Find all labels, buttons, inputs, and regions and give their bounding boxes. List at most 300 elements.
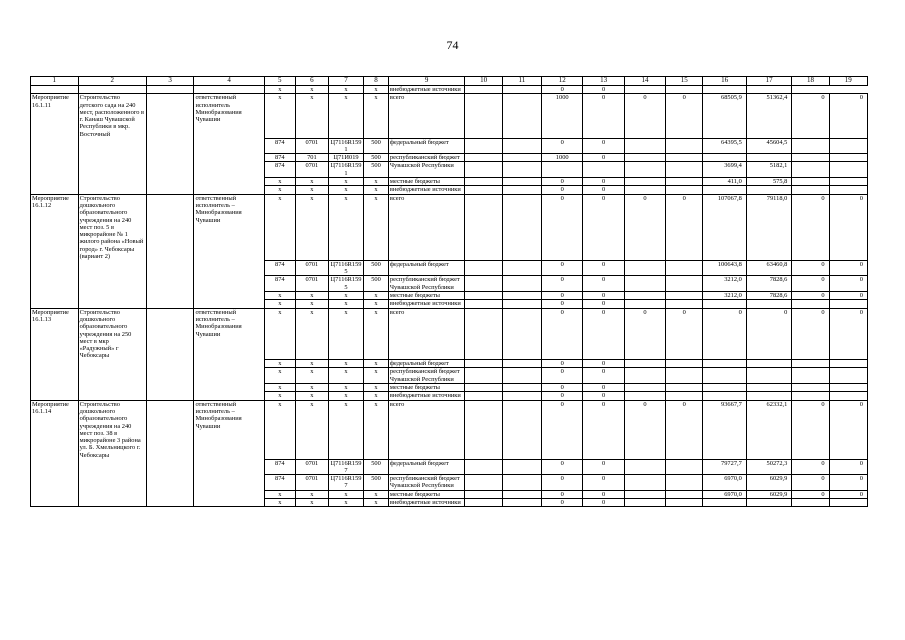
value-cell: 0701 — [295, 138, 328, 154]
source-cell: внебюджетные источники — [388, 86, 465, 94]
table-row — [31, 360, 868, 368]
value-cell — [829, 162, 867, 178]
column-number-2: 2 — [78, 77, 146, 86]
merged-cell — [146, 360, 194, 368]
event-number-cell: Мероприятие 16.1.13 — [31, 308, 79, 360]
value-cell: x — [328, 94, 363, 138]
value-cell — [703, 186, 746, 194]
value-cell: 0 — [792, 260, 829, 276]
value-cell: x — [364, 384, 389, 392]
value-cell: 0 — [583, 308, 624, 360]
merged-cell — [78, 162, 146, 178]
source-cell: местные бюджеты — [388, 384, 465, 392]
value-cell — [792, 384, 829, 392]
merged-cell — [78, 392, 146, 400]
value-cell: 0 — [583, 490, 624, 498]
value-cell — [583, 162, 624, 178]
value-cell: 0 — [542, 368, 583, 384]
value-cell: x — [264, 94, 295, 138]
merged-cell — [146, 276, 194, 292]
value-cell: Ц7116R1595 — [328, 276, 363, 292]
value-cell — [829, 392, 867, 400]
value-cell: 500 — [364, 475, 389, 491]
source-cell: местные бюджеты — [388, 178, 465, 186]
source-cell: внебюджетные источники — [388, 300, 465, 308]
value-cell: 0 — [792, 459, 829, 475]
value-cell: 0 — [792, 94, 829, 138]
value-cell — [624, 360, 665, 368]
value-cell — [666, 368, 703, 384]
value-cell: 0 — [624, 94, 665, 138]
value-cell — [624, 459, 665, 475]
value-cell: x — [264, 490, 295, 498]
value-cell: 79727,7 — [703, 459, 746, 475]
empty-cell — [146, 94, 194, 138]
table-row — [31, 308, 868, 360]
value-cell: 0 — [542, 178, 583, 186]
value-cell: x — [295, 360, 328, 368]
value-cell — [792, 499, 829, 507]
merged-cell — [78, 300, 146, 308]
column-number-7: 7 — [328, 77, 363, 86]
value-cell — [465, 162, 502, 178]
merged-cell — [194, 499, 264, 507]
value-cell: 0 — [666, 94, 703, 138]
value-cell: 874 — [264, 459, 295, 475]
value-cell — [666, 162, 703, 178]
merged-cell — [146, 475, 194, 491]
source-cell: федеральный бюджет — [388, 360, 465, 368]
value-cell: x — [295, 499, 328, 507]
value-cell: 1000 — [542, 154, 583, 162]
merged-cell — [31, 292, 79, 300]
value-cell: 0 — [583, 392, 624, 400]
source-cell: внебюджетные источники — [388, 499, 465, 507]
merged-cell — [78, 276, 146, 292]
source-cell: республиканский бюджет Чувашской Республики — [388, 475, 465, 491]
value-cell: 874 — [264, 162, 295, 178]
value-cell — [666, 360, 703, 368]
value-cell: 0 — [829, 490, 867, 498]
merged-cell — [194, 186, 264, 194]
value-cell: x — [264, 300, 295, 308]
value-cell — [465, 368, 502, 384]
table-row — [31, 138, 868, 154]
value-cell: 0 — [792, 292, 829, 300]
table-row — [31, 154, 868, 162]
merged-cell — [31, 154, 79, 162]
value-cell — [624, 490, 665, 498]
value-cell: x — [364, 360, 389, 368]
value-cell: 0 — [666, 308, 703, 360]
merged-cell — [146, 138, 194, 154]
value-cell: 500 — [364, 138, 389, 154]
value-cell — [624, 300, 665, 308]
value-cell — [624, 260, 665, 276]
merged-cell — [146, 392, 194, 400]
value-cell — [502, 300, 541, 308]
value-cell: 0 — [829, 94, 867, 138]
value-cell — [465, 186, 502, 194]
value-cell: 0 — [542, 384, 583, 392]
event-number-cell: Мероприятие 16.1.11 — [31, 94, 79, 138]
value-cell — [624, 475, 665, 491]
value-cell: 3212,0 — [703, 276, 746, 292]
value-cell: x — [328, 86, 363, 94]
merged-cell — [194, 360, 264, 368]
source-cell: всего — [388, 308, 465, 360]
value-cell — [703, 86, 746, 94]
value-cell — [465, 276, 502, 292]
value-cell: 0701 — [295, 162, 328, 178]
column-number-15: 15 — [666, 77, 703, 86]
value-cell: x — [264, 368, 295, 384]
value-cell — [703, 154, 746, 162]
value-cell — [829, 138, 867, 154]
value-cell — [829, 300, 867, 308]
value-cell: 0701 — [295, 260, 328, 276]
table-row — [31, 194, 868, 260]
value-cell: x — [328, 178, 363, 186]
value-cell: 6029,9 — [746, 475, 792, 491]
value-cell: 6970,0 — [703, 475, 746, 491]
merged-cell — [78, 360, 146, 368]
value-cell: x — [364, 490, 389, 498]
merged-cell — [78, 368, 146, 384]
merged-cell — [194, 292, 264, 300]
source-cell: всего — [388, 400, 465, 459]
value-cell: 0701 — [295, 276, 328, 292]
value-cell: x — [364, 499, 389, 507]
source-cell: республиканский бюджет Чувашской Республики — [388, 276, 465, 292]
value-cell — [792, 300, 829, 308]
value-cell: 0 — [792, 194, 829, 260]
empty-cell — [146, 194, 194, 260]
value-cell — [502, 308, 541, 360]
event-name-cell: Строительство детского сада на 240 мест, расположенного в г. Канаш Чувашской Республики в мкр. Восточный — [78, 94, 146, 138]
value-cell — [465, 392, 502, 400]
table-row — [31, 384, 868, 392]
value-cell: 500 — [364, 276, 389, 292]
value-cell: x — [295, 86, 328, 94]
value-cell: x — [328, 300, 363, 308]
value-cell — [624, 154, 665, 162]
table-row — [31, 400, 868, 459]
value-cell — [666, 178, 703, 186]
value-cell: 0 — [542, 308, 583, 360]
value-cell — [624, 368, 665, 384]
value-cell — [666, 499, 703, 507]
value-cell — [703, 499, 746, 507]
merged-cell — [194, 300, 264, 308]
value-cell: 0 — [583, 94, 624, 138]
empty-cell — [146, 400, 194, 459]
value-cell: 701 — [295, 154, 328, 162]
value-cell — [465, 308, 502, 360]
merged-cell — [31, 178, 79, 186]
value-cell: x — [295, 400, 328, 459]
executor-cell — [194, 86, 264, 94]
value-cell: 0 — [829, 459, 867, 475]
value-cell: 0 — [542, 194, 583, 260]
value-cell: 62332,1 — [746, 400, 792, 459]
value-cell: 874 — [264, 260, 295, 276]
value-cell — [624, 186, 665, 194]
value-cell: 0 — [583, 260, 624, 276]
column-number-14: 14 — [624, 77, 665, 86]
value-cell: 0 — [542, 400, 583, 459]
value-cell: x — [264, 292, 295, 300]
value-cell — [465, 384, 502, 392]
value-cell — [502, 94, 541, 138]
merged-cell — [78, 154, 146, 162]
value-cell — [624, 276, 665, 292]
value-cell: Ц7116R1595 — [328, 260, 363, 276]
value-cell — [465, 400, 502, 459]
value-cell: 93667,7 — [703, 400, 746, 459]
value-cell — [465, 260, 502, 276]
value-cell — [703, 368, 746, 384]
source-cell: внебюджетные источники — [388, 392, 465, 400]
source-cell: местные бюджеты — [388, 490, 465, 498]
value-cell: 0 — [583, 368, 624, 384]
value-cell — [703, 392, 746, 400]
value-cell: 0 — [792, 400, 829, 459]
source-cell: Чувашской Республики — [388, 162, 465, 178]
value-cell: x — [295, 94, 328, 138]
table-row — [31, 86, 868, 94]
value-cell — [746, 154, 792, 162]
value-cell — [624, 384, 665, 392]
value-cell: 0701 — [295, 475, 328, 491]
merged-cell — [31, 490, 79, 498]
column-number-4: 4 — [194, 77, 264, 86]
value-cell — [624, 178, 665, 186]
value-cell: 0 — [583, 154, 624, 162]
value-cell: 0 — [542, 138, 583, 154]
value-cell — [746, 499, 792, 507]
value-cell — [666, 475, 703, 491]
value-cell: 0 — [829, 276, 867, 292]
value-cell: 0 — [624, 194, 665, 260]
value-cell: 874 — [264, 138, 295, 154]
value-cell — [465, 138, 502, 154]
value-cell: 0 — [829, 400, 867, 459]
value-cell: x — [364, 368, 389, 384]
event-name-cell — [78, 86, 146, 94]
value-cell — [746, 368, 792, 384]
column-number-6: 6 — [295, 77, 328, 86]
column-number-16: 16 — [703, 77, 746, 86]
budget-table — [30, 76, 868, 507]
value-cell: x — [364, 300, 389, 308]
value-cell — [502, 459, 541, 475]
merged-cell — [194, 178, 264, 186]
page-number: 74 — [446, 38, 459, 52]
value-cell: 6029,9 — [746, 490, 792, 498]
value-cell: 500 — [364, 154, 389, 162]
value-cell — [624, 138, 665, 154]
value-cell: 0 — [666, 194, 703, 260]
value-cell — [502, 360, 541, 368]
value-cell: x — [328, 194, 363, 260]
value-cell: 575,8 — [746, 178, 792, 186]
table-row — [31, 490, 868, 498]
value-cell: 0 — [583, 276, 624, 292]
value-cell — [792, 360, 829, 368]
value-cell: x — [264, 308, 295, 360]
value-cell: 0 — [542, 300, 583, 308]
value-cell: 50272,3 — [746, 459, 792, 475]
empty-cell — [146, 308, 194, 360]
value-cell — [829, 499, 867, 507]
table-row — [31, 260, 868, 276]
table-row — [31, 178, 868, 186]
value-cell: x — [295, 178, 328, 186]
value-cell — [502, 292, 541, 300]
value-cell — [624, 499, 665, 507]
value-cell: x — [295, 194, 328, 260]
value-cell: 0 — [583, 178, 624, 186]
merged-cell — [31, 499, 79, 507]
table-row — [31, 392, 868, 400]
value-cell — [703, 300, 746, 308]
source-cell: местные бюджеты — [388, 292, 465, 300]
value-cell: 0 — [583, 475, 624, 491]
value-cell — [624, 162, 665, 178]
merged-cell — [78, 459, 146, 475]
merged-cell — [31, 384, 79, 392]
merged-cell — [146, 300, 194, 308]
merged-cell — [31, 475, 79, 491]
column-number-13: 13 — [583, 77, 624, 86]
column-number-9: 9 — [388, 77, 465, 86]
value-cell: 0 — [542, 475, 583, 491]
value-cell — [792, 186, 829, 194]
value-cell — [792, 178, 829, 186]
value-cell: 0 — [542, 86, 583, 94]
merged-cell — [31, 260, 79, 276]
event-name-cell: Строительство дошкольного образовательного учреждения на 240 мест поз. 5 в микрорайоне № 1 жилого района «Новый город» г. Чебоксары (вариант 2) — [78, 194, 146, 260]
value-cell — [666, 276, 703, 292]
value-cell: 874 — [264, 154, 295, 162]
value-cell — [502, 86, 541, 94]
value-cell: 0 — [829, 260, 867, 276]
value-cell: x — [264, 392, 295, 400]
value-cell — [502, 162, 541, 178]
value-cell: 0 — [624, 308, 665, 360]
value-cell: 0 — [583, 400, 624, 459]
executor-cell: ответственный исполнитель – Минобразования Чувашии — [194, 308, 264, 360]
value-cell: x — [295, 384, 328, 392]
value-cell — [502, 368, 541, 384]
value-cell: x — [295, 308, 328, 360]
table-row — [31, 368, 868, 384]
value-cell: 0 — [624, 400, 665, 459]
merged-cell — [31, 360, 79, 368]
value-cell — [746, 360, 792, 368]
table-row — [31, 94, 868, 138]
value-cell: x — [364, 400, 389, 459]
merged-cell — [78, 292, 146, 300]
value-cell: 0 — [583, 194, 624, 260]
value-cell: x — [364, 308, 389, 360]
value-cell — [465, 194, 502, 260]
value-cell — [666, 300, 703, 308]
value-cell: 0 — [583, 459, 624, 475]
merged-cell — [194, 368, 264, 384]
value-cell: 0 — [542, 490, 583, 498]
merged-cell — [78, 178, 146, 186]
source-cell: всего — [388, 194, 465, 260]
value-cell: 874 — [264, 276, 295, 292]
value-cell — [666, 459, 703, 475]
value-cell — [703, 360, 746, 368]
merged-cell — [194, 260, 264, 276]
merged-cell — [146, 499, 194, 507]
table-row — [31, 276, 868, 292]
value-cell: x — [328, 400, 363, 459]
value-cell — [465, 154, 502, 162]
column-number-1: 1 — [31, 77, 79, 86]
value-cell — [465, 178, 502, 186]
value-cell: 1000 — [542, 94, 583, 138]
value-cell: 0701 — [295, 459, 328, 475]
value-cell — [666, 392, 703, 400]
merged-cell — [146, 384, 194, 392]
value-cell: x — [328, 360, 363, 368]
value-cell: x — [364, 178, 389, 186]
merged-cell — [194, 459, 264, 475]
merged-cell — [31, 392, 79, 400]
value-cell: x — [328, 308, 363, 360]
column-number-12: 12 — [542, 77, 583, 86]
column-number-5: 5 — [264, 77, 295, 86]
value-cell: 64395,5 — [703, 138, 746, 154]
column-number-8: 8 — [364, 77, 389, 86]
merged-cell — [194, 384, 264, 392]
merged-cell — [78, 490, 146, 498]
value-cell — [792, 368, 829, 384]
value-cell — [624, 392, 665, 400]
column-number-11: 11 — [502, 77, 541, 86]
merged-cell — [194, 392, 264, 400]
value-cell: x — [364, 194, 389, 260]
source-cell: федеральный бюджет — [388, 260, 465, 276]
value-cell — [666, 490, 703, 498]
executor-cell: ответственный исполнитель Минобразования Чувашии — [194, 94, 264, 138]
value-cell: x — [264, 194, 295, 260]
value-cell — [666, 186, 703, 194]
value-cell — [502, 194, 541, 260]
value-cell — [666, 138, 703, 154]
merged-cell — [146, 459, 194, 475]
value-cell: 0 — [583, 186, 624, 194]
value-cell — [502, 178, 541, 186]
merged-cell — [78, 138, 146, 154]
value-cell: 0 — [542, 459, 583, 475]
value-cell — [502, 276, 541, 292]
column-number-18: 18 — [792, 77, 829, 86]
merged-cell — [78, 499, 146, 507]
merged-cell — [146, 154, 194, 162]
value-cell: x — [295, 186, 328, 194]
value-cell — [746, 384, 792, 392]
merged-cell — [194, 154, 264, 162]
value-cell: 100643,8 — [703, 260, 746, 276]
value-cell: Ц7116R1591 — [328, 138, 363, 154]
value-cell — [746, 300, 792, 308]
